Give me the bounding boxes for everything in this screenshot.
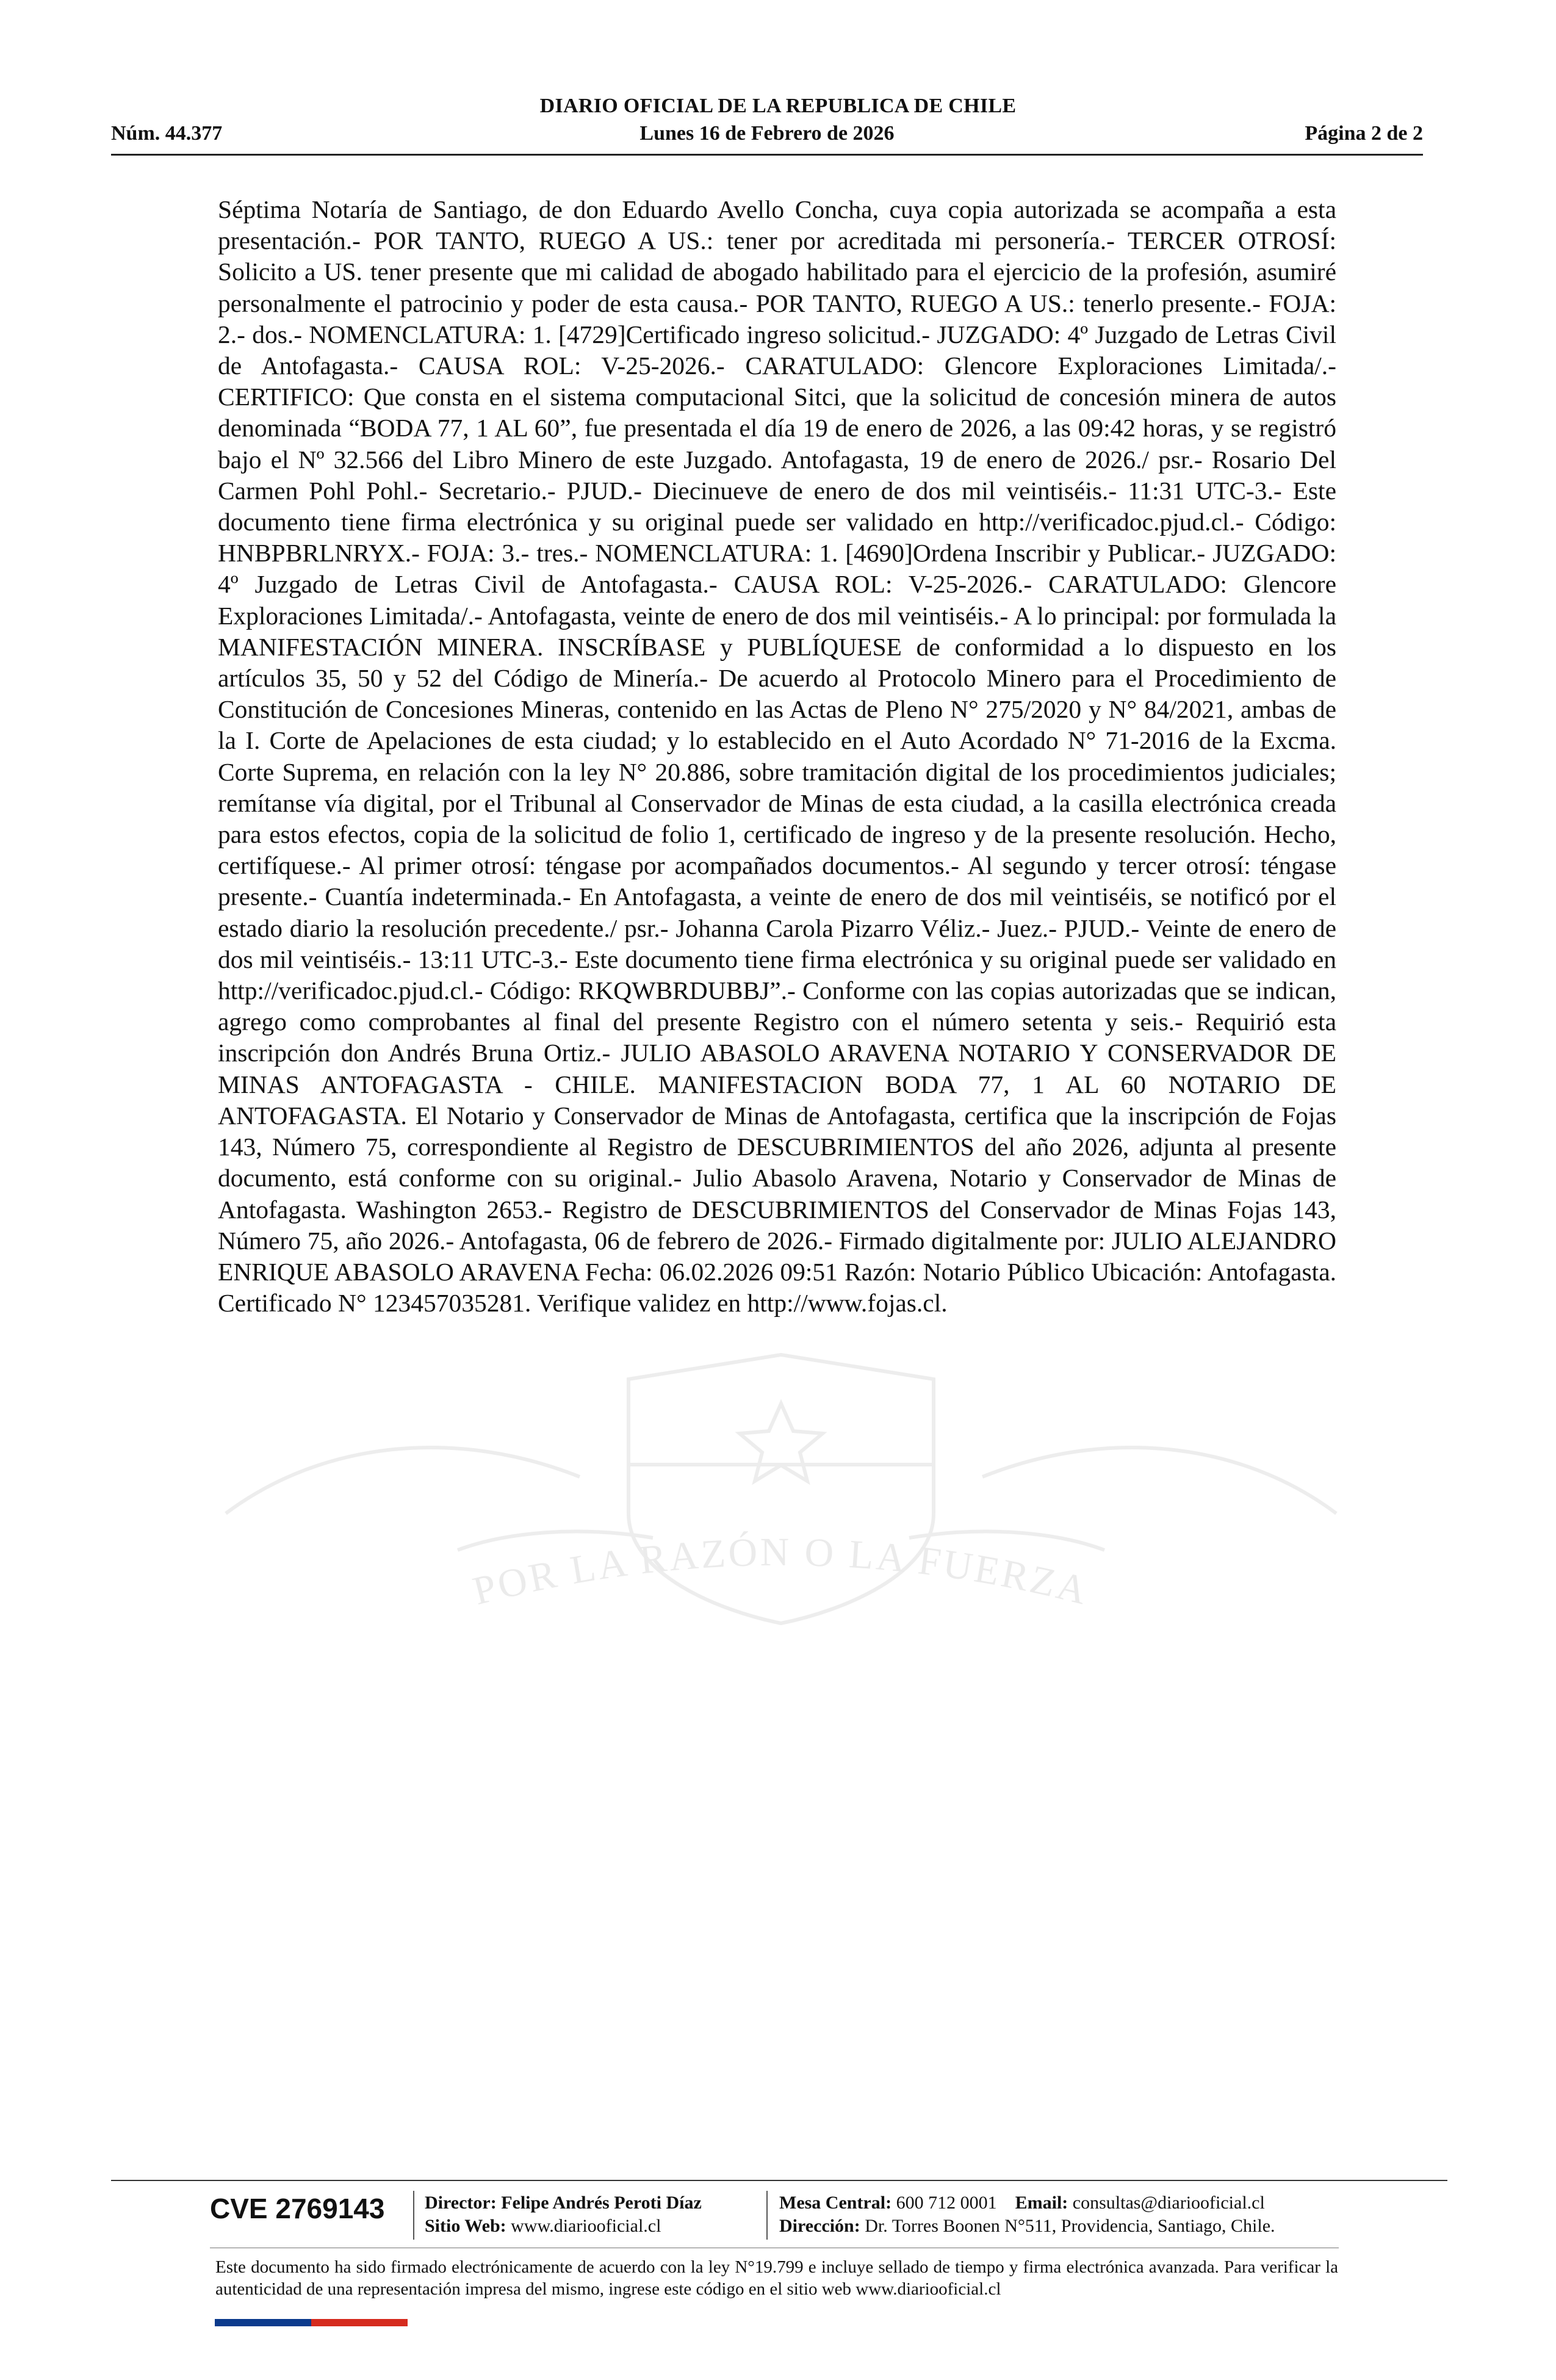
flag-segment [263, 2319, 311, 2326]
flag-segment [215, 2319, 263, 2326]
registry-body-text: Séptima Notaría de Santiago, de don Eduardo Avello Concha, cuya copia autorizada se acompaña a esta presentación.- POR TANTO, RUEGO A US.: tener por acreditada mi personería.- TERCER OTROSÍ: Solicito a US. tener presente que mi calidad de abogado habilitado para el ejercicio de la profesión, asumiré personalmente el patrocinio y poder de esta causa.- POR TANTO, RUEGO A US.: tenerlo presente.- FOJA: 2.- dos.- NOMENCLATURA: 1. [4729]Certificado ingreso solicitud.- JUZGADO: 4º Juzgado de Letras Civil de Antofagasta.- CAUSA ROL: V-25-2026.- CARATULADO: Glencore Exploraciones Limitada/.- CERTIFICO: Que consta en el sistema computacional Sitci, que la solicitud de concesión minera de autos denominada “BODA 77, 1 AL 60”, fue presentada el día 19 de enero de 2026, a las 09:42 horas, y se registró bajo el Nº 32.566 del Libro Minero de este Juzgado. Antofagasta, 19 de enero de 2026./ psr.- Rosario Del Carmen Pohl Pohl.- Secretario.- PJUD.- Diecinueve de enero de dos mil veintiséis.- 11:31 UTC-3.- Este documento tiene firma electrónica y su original puede ser validado en http://verificadoc.pjud.cl.- Código: HNBPBRLNRYX.- FOJA: 3.- tres.- NOMENCLATURA: 1. [4690]Ordena Inscribir y Publicar.- JUZGADO: 4º Juzgado de Letras Civil de Antofagasta.- CAUSA ROL: V-25-2026.- CARATULADO: Glencore Exploraciones Limitada/.- Antofagasta, veinte de enero de dos mil veintiséis.- A lo principal: por formulada la MANIFESTACIÓN MINERA. INSCRÍBASE y PUBLÍQUESE de conformidad a lo dispuesto en los artículos 35, 50 y 52 del Código de Minería.- De acuerdo al Protocolo Minero para el Procedimiento de Constitución de Concesiones Mineras, contenido en las Actas de Pleno N° 275/2020 y N° 84/2021, ambas de la I. Corte de Apelaciones de esta ciudad; y lo establecido en el Auto Acordado N° 71-2016 de la Excma. Corte Suprema, en relación con la ley N° 20.886, sobre tramitación digital de los procedimientos judiciales; remítanse vía digital, por el Tribunal al Conservador de Minas de esta ciudad, a la casilla electrónica creada para estos efectos, copia de la solicitud de folio 1, certificado de ingreso y de la presente resolución. Hecho, certifíquese.- Al primer otrosí: téngase por acompañados documentos.- Al segundo y tercer otrosí: téngase presente.- Cuantía indeterminada.- En Antofagasta, a veinte de enero de dos mil veintiséis, se notificó por el estado diario la resolución precedente./ psr.- Johanna Carola Pizarro Véliz.- Juez.- PJUD.- Veinte de enero de dos mil veintiséis.- 13:11 UTC-3.- Este documento tiene firma electrónica y su original puede ser validado en http://verificadoc.pjud.cl.- Código: RKQWBRDUBBJ”.- Conforme con las copias autorizadas que se indican, agrego como comprobantes al final del presente Registro con el número setenta y seis.- Requirió esta inscripción don Andrés Bruna Ortiz.- JULIO ABASOLO ARAVENA NOTARIO Y CONSERVADOR DE MINAS ANTOFAGASTA - CHILE. MANIFESTACION BODA 77, 1 AL 60 NOTARIO DE ANTOFAGASTA. El Notario y Conservador de Minas de Antofagasta, certifica que la inscripción de Fojas 143, Número 75, correspondiente al Registro de DESCUBRIMIENTOS del año 2026, adjunta al presente documento, está conforme con su original.- Julio Abasolo Aravena, Notario y Conservador de Minas de Antofagasta. Washington 2653.- Registro de DESCUBRIMIENTOS del Conservador de Minas Fojas 143, Número 75, año 2026.- Antofagasta, 06 de febrero de 2026.- Firmado digitalmente por: JULIO ALEJANDRO ENRIQUE ABASOLO ARAVENA Fecha: 06.02.2026 09:51 Razón: Notario Público Ubicación: Antofagasta. Certificado N° 123457035281. Verifique validez en http://www.fojas.cl. [218, 195, 1336, 1318]
footer-separator [766, 2191, 768, 2240]
website-label: Sitio Web: [425, 2216, 506, 2236]
page-indicator: Página 2 de 2 [1305, 122, 1423, 145]
director-label: Director: [425, 2193, 497, 2213]
footer-divider [111, 2180, 1447, 2181]
issue-date: Lunes 16 de Febrero de 2026 [639, 122, 895, 145]
flag-segment [311, 2319, 359, 2326]
header-row [111, 122, 1423, 150]
phone-label: Mesa Central: [779, 2193, 892, 2213]
flag-segment [359, 2319, 408, 2326]
contact-block [779, 2191, 1275, 2238]
watermark-motto: POR LA RAZÓN O LA FUERZA [468, 1529, 1094, 1614]
address-label: Dirección: [779, 2216, 860, 2236]
director-name: Felipe Andrés Peroti Díaz [501, 2193, 702, 2213]
cve-code: CVE 2769143 [210, 2193, 385, 2224]
coat-of-arms-watermark [201, 1330, 1361, 1660]
email-label: Email: [1015, 2193, 1068, 2213]
svg-text:POR LA RAZÓN O LA FUERZA [469, 1530, 1093, 1614]
address-value: Dr. Torres Boonen N°511, Providencia, Santiago, Chile. [865, 2216, 1275, 2236]
flag-color-bar [215, 2319, 408, 2326]
director-block [425, 2191, 702, 2238]
publication-title: DIARIO OFICIAL DE LA REPUBLICA DE CHILE [539, 95, 1017, 117]
email-link[interactable]: consultas@diariooficial.cl [1072, 2193, 1265, 2213]
website-link[interactable]: www.diariooficial.cl [511, 2216, 661, 2236]
footer-separator [413, 2191, 414, 2240]
header-divider [111, 154, 1423, 156]
phone-value: 600 712 0001 [896, 2193, 997, 2213]
issue-number: Núm. 44.377 [111, 122, 223, 145]
electronic-signature-notice: Este documento ha sido firmado electrónicamente de acuerdo con la ley N°19.799 e incluye sellado de tiempo y firma electrónica avanzada. Para verificar la autenticidad de una representación impresa del mismo, ingrese este código en el sitio web www.diariooficial.cl [215, 2257, 1338, 2299]
